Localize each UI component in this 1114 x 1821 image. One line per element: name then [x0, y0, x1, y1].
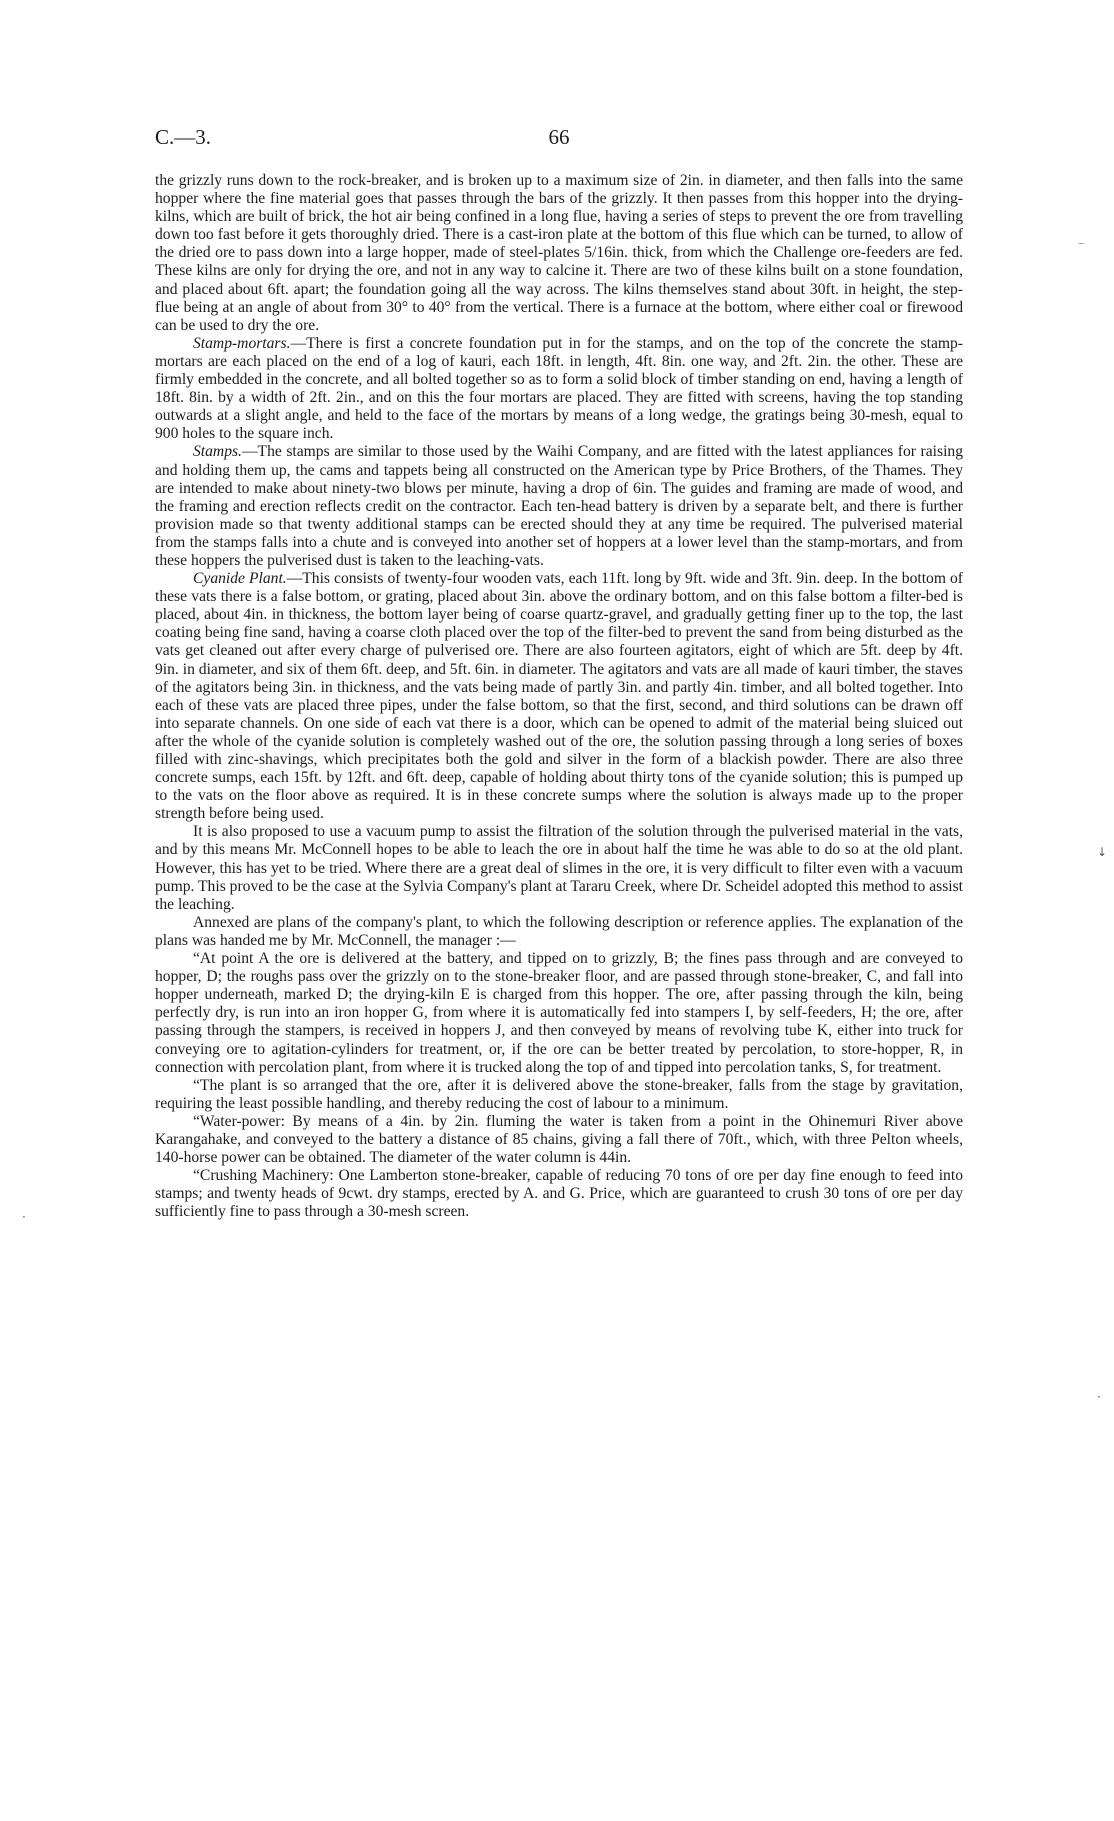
- page-number: 66: [548, 125, 570, 149]
- paragraph-text: Annexed are plans of the company's plant, to which the following description or reference applies. The explanation of the plans was handed me by Mr. McConnell, the manager :—: [155, 913, 963, 949]
- scan-mark: ⁻: [1078, 238, 1085, 252]
- paragraph-plan-description: [155, 950, 963, 1077]
- paragraph-crushing-machinery: [155, 1167, 963, 1221]
- paragraph-text: —There is first a concrete foundation put in for the stamps, and on the top of the concrete the stamp-mortars are each placed on the end of a log of kauri, each 18ft. in length, 4ft. 8in. one way, and 2ft. 2in. the other. These are firmly embedded in the concrete, and all bolted together so as to form a solid block of timber standing on end, having a length of 18ft. 8in. by a width of 2ft. 2in., and on this the four mortars are placed. They are fitted with screens, having the top standing outwards at a slight angle, and held to the face of the mortars by means of a long wedge, the gratings being 30-mesh, equal to 900 holes to the square inch.: [155, 334, 963, 443]
- paragraph-annexed-plans: [155, 914, 963, 950]
- page-header: [155, 125, 963, 155]
- paragraph-kilns: [155, 172, 963, 335]
- section-heading: Stamps.: [193, 443, 242, 461]
- scan-mark: ·: [22, 1210, 26, 1224]
- paragraph-text: —This consists of twenty-four wooden vats, each 11ft. long by 9ft. wide and 3ft. 9in. deep. In the bottom of these vats there is a false bottom, or grating, placed about 3in. above the ordinary bottom, and on this false bottom a filter-bed is placed, about 4in. in thickness, the bottom layer being of coarse quartz-gravel, and gradually getting finer up to the top, the last coating being fine sand, having a coarse cloth placed over the top of the filter-bed to prevent the sand from being disturbed as the vats get cleaned out after every charge of pulverised ore. There are also fourteen agitators, eight of which are 5ft. deep by 4ft. 9in. in diameter, and six of them 6ft. deep, and 5ft. 6in. in diameter. The agitators and vats are all made of kauri timber, the staves of the agitators being 3in. in thickness, and the vats being made of partly 3in. and partly 4in. timber, and all bolted together. Into each of these vats are placed three pipes, under the false bottom, so that the first, second, and third solutions can be drawn off into separate channels. On one side of each vat there is a door, which can be opened to admit of the material being sluiced out after the whole of the cyanide solution is completely washed out of the ore, the solution passing through a long series of boxes filled with zinc-shavings, which precipitates both the gold and silver in the form of a blackish powder. There are also three concrete sumps, each 15ft. by 12ft. and 6ft. deep, capable of holding about thirty tons of the cyanide solution; this is pumped up to the vats on the floor above as required. It is in these concrete sumps where the solution is always made up to the proper strength before being used.: [155, 570, 963, 823]
- section-heading: Cyanide Plant.: [193, 570, 287, 588]
- paragraph-vacuum-pump: [155, 823, 963, 913]
- paragraph-text: “The plant is so arranged that the ore, after it is delivered above the stone-breaker, falls from the stage by gravitation, requiring the least possible handling, and thereby reducing the cost of labour to a minimum.: [155, 1076, 963, 1112]
- body-text: [155, 172, 963, 1221]
- document-reference: C.—3.: [155, 125, 212, 149]
- paragraph-cyanide-plant: [155, 570, 963, 823]
- paragraph-text: It is also proposed to use a vacuum pump to assist the filtration of the solution through the pulverised material in the vats, and by this means Mr. McConnell hopes to be able to leach the ore in about half the time he was able to do so at the old plant. However, this has yet to be tried. Where there are a great deal of slimes in the ore, it is very difficult to filter even with a vacuum pump. This proved to be the case at the Sylvia Company's plant at Tararu Creek, where Dr. Scheidel adopted this method to assist the leaching.: [155, 823, 963, 913]
- scan-mark: ↓: [1097, 845, 1108, 859]
- paragraph-water-power: [155, 1113, 963, 1167]
- paragraph-text: “At point A the ore is delivered at the battery, and tipped on to grizzly, B; the fines pass through and are conveyed to hopper, D; the roughs pass over the grizzly on to the stone-breaker floor, and are passed through stone-breaker, C, and fall into hopper underneath, marked D; the drying-kiln E is charged from this hopper. The ore, after passing through the kiln, being perfectly dry, is run into an iron hopper G, from where it is automatically fed into stampers I, by self-feeders, H; the ore, after passing through the stampers, is received in hoppers J, and then conveyed by means of revolving tube K, either into truck for conveying ore to agitation-cylinders for treatment, or, if the ore can be better treated by percolation, to store-hopper, R, in connection with percolation plant, from where it is trucked along the top of and tipped into percolation tanks, S, for treatment.: [155, 950, 963, 1076]
- paragraph-text: “Crushing Machinery: One Lamberton stone-breaker, capable of reducing 70 tons of ore per day fine enough to feed into stamps; and twenty heads of 9cwt. dry stamps, erected by A. and G. Price, which are guaranteed to crush 30 tons of ore per day sufficiently fine to pass through a 30-mesh screen.: [155, 1167, 963, 1221]
- section-heading: Stamp-mortars.: [193, 334, 291, 352]
- paragraph-plant-arrangement: [155, 1077, 963, 1113]
- paragraph-text: the grizzly runs down to the rock-breaker, and is broken up to a maximum size of 2in. in diameter, and then falls into the same hopper where the fine material goes that passes through the bars of the grizzly. It then passes from this hopper into the drying-kilns, which are built of brick, the hot air being confined in a long flue, having a series of steps to prevent the ore from travelling down too fast before it gets thoroughly dried. There is a cast-iron plate at the bottom of this flue which can be turned, to allow of the dried ore to pass down into a large hopper, made of steel-plates 5/16in. thick, from which the Challenge ore-feeders are fed. These kilns are only for drying the ore, and not in any way to calcine it. There are two of these kilns built on a stone foundation, and placed about 6ft. apart; the foundation going all the way across. The kilns themselves stand about 30ft. in height, the step-flue being at an angle of about from 30° to 40° from the vertical. There is a furnace at the bottom, where either coal or firewood can be used to dry the ore.: [155, 172, 963, 334]
- paragraph-text: —The stamps are similar to those used by the Waihi Company, and are fitted with the latest appliances for raising and holding them up, the cams and tappets being all constructed on the American type by Price Brothers, of the Thames. They are intended to make about ninety-two blows per minute, having a drop of 6in. The guides and framing are made of wood, and the framing and erection reflects credit on the contractor. Each ten-head battery is driven by a separate belt, and there is further provision made so that twenty additional stamps can be erected should they at any time be required. The pulverised material from the stamps falls into a chute and is conveyed into another set of hoppers at a lower level than the stamp-mortars, and from these hoppers the pulverised dust is taken to the leaching-vats.: [155, 443, 963, 569]
- scan-mark: ·: [1097, 1390, 1101, 1404]
- paragraph-text: “Water-power: By means of a 4in. by 2in. fluming the water is taken from a point in the Ohinemuri River above Karangahake, and conveyed to the battery a distance of 85 chains, giving a fall there of 70ft., which, with three Pelton wheels, 140-horse power can be obtained. The diameter of the water column is 44in.: [155, 1112, 963, 1167]
- paragraph-stamps: [155, 443, 963, 570]
- paragraph-stamp-mortars: [155, 335, 963, 444]
